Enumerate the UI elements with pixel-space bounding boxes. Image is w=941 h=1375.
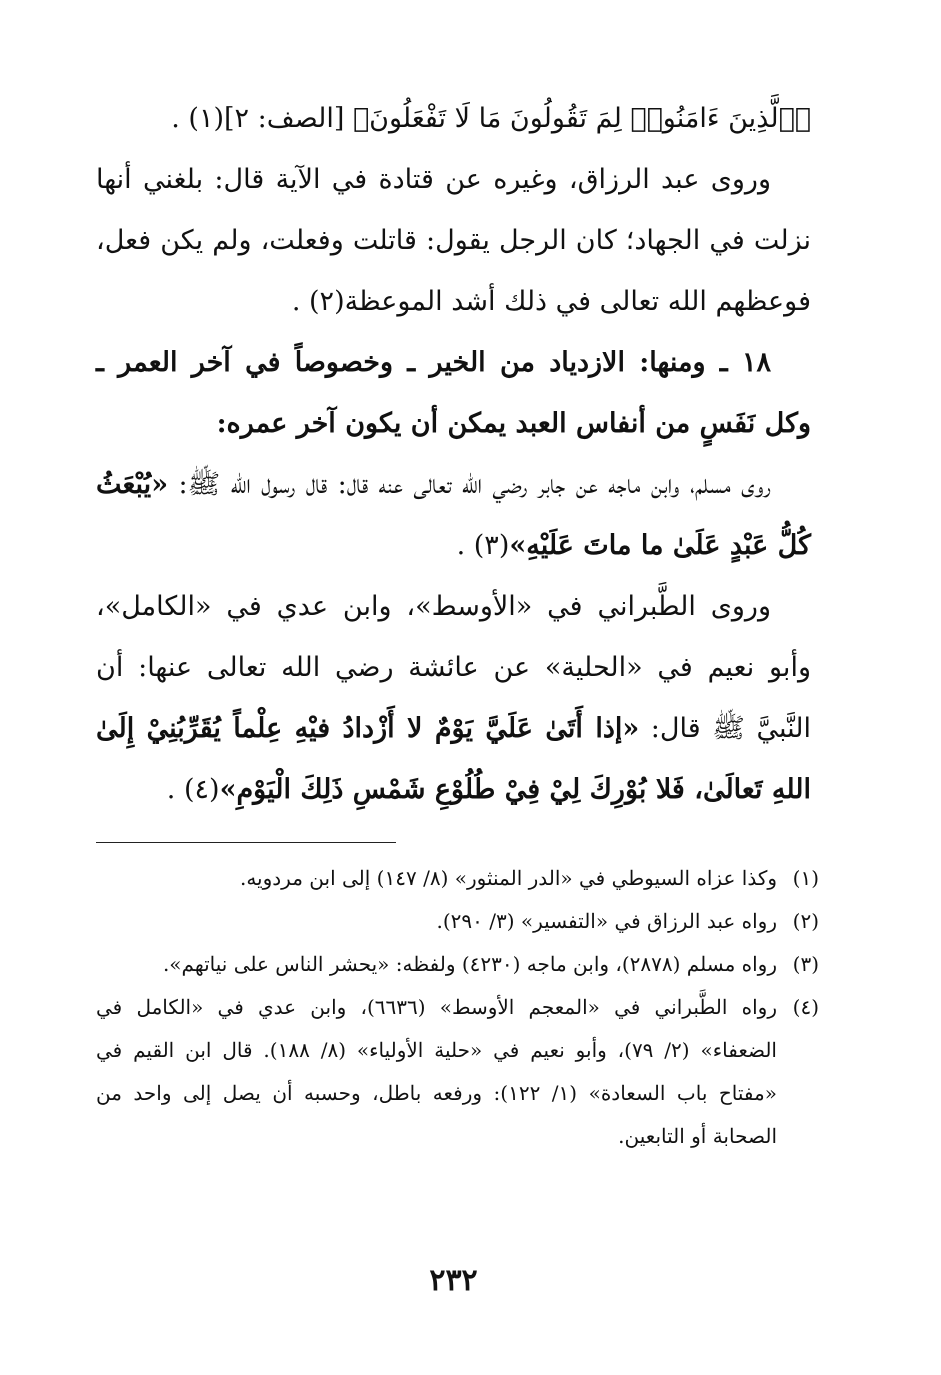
footnote-4 xyxy=(96,986,819,1158)
hadith-intro: روى مسلم، وابن ماجه عن جابر رضي الله تعالى عنه قال: قال رسول الله ﷺ: xyxy=(168,469,771,500)
footnote-1 xyxy=(96,857,819,900)
footnote-3 xyxy=(96,943,819,986)
hadith-intro: وروى الطَّبراني في «الأوسط»، وابن عدي في «الكامل»، وأبو نعيم في «الحلية» عن عائشة رضي الله تعالى عنها: أن النَّبيَّ ﷺ قال: xyxy=(96,591,811,744)
footnotes xyxy=(96,857,819,1158)
page-number: ٢٣٢ xyxy=(429,1263,478,1298)
section-heading-18: ١٨ ـ ومنها: الازدياد من الخير ـ وخصوصاً في آخر العمر ـ وكل نَفَسٍ من أنفاس العبد يمكن أن يكون آخر عمره: xyxy=(96,347,811,439)
footnote-2 xyxy=(96,900,819,943)
footnote-text: رواه الطَّبراني في «المعجم الأوسط» (٦٦٣٦)، وابن عدي في «الكامل في الضعفاء» (٢/ ٧٩)، وأبو نعيم في «حلية الأولياء» (٨/ ١٨٨). قال ابن القيم في «مفتاح باب السعادة» (١/ ١٢٢): ورفعه باطل، وحسبه أن يصل إلى واحد من الصحابة أو التابعين. xyxy=(96,995,777,1148)
footnote-text: وكذا عزاه السيوطي في «الدر المنثور» (٨/ ١٤٧) إلى ابن مردويه. xyxy=(239,866,777,890)
footnote-ref: (٤) . xyxy=(166,774,220,805)
book-page xyxy=(96,88,819,1375)
paragraph-muslim-hadith xyxy=(96,454,811,576)
footnote-number: (٤) xyxy=(792,995,819,1019)
paragraph-abdulrazzaq: وروى عبد الرزاق، وغيره عن قتادة في الآية قال: بلغني أنها نزلت في الجهاد؛ كان الرجل يقول: قاتلت وفعلت، ولم يكن فعل، فوعظهم الله تعالى في ذلك أشد الموعظة(٢) . xyxy=(96,164,811,317)
footnote-divider xyxy=(96,842,396,843)
footnote-number: (٣) xyxy=(792,952,819,976)
quran-verse-line: ﴿ٱلَّذِينَ ءَامَنُوا۟ لِمَ تَقُولُونَ مَا لَا تَفْعَلُونَ﴾ [الصف: ٢](١) . xyxy=(171,103,811,134)
footnote-text: رواه مسلم (٢٨٧٨)، وابن ماجه (٤٢٣٠) ولفظه: «يحشر الناس على نياتهم». xyxy=(162,952,777,976)
footnote-ref: (٣) . xyxy=(456,530,510,561)
footnote-text: رواه عبد الرزاق في «التفسير» (٣/ ٢٩٠). xyxy=(436,909,777,933)
footnote-number: (١) xyxy=(792,866,819,890)
hadith-quote: «يُبْعَثُ كُلُّ عَبْدٍ عَلَىٰ ما ماتَ عَلَيْهِ» xyxy=(96,469,811,561)
paragraph-tabarani-hadith xyxy=(96,576,811,820)
footnote-number: (٢) xyxy=(792,909,819,933)
hadith-quote: «إذا أَتَىٰ عَلَيَّ يَوْمٌ لا أَزْدادُ فيْهِ عِلْماً يُقَرِّبُنِيْ إِلَىٰ اللهِ تَعالَىٰ، فَلا بُوْرِكَ لِيْ فِيْ طُلُوْعِ شَمْسِ ذَلِكَ الْيَوْمِ» xyxy=(96,713,811,805)
